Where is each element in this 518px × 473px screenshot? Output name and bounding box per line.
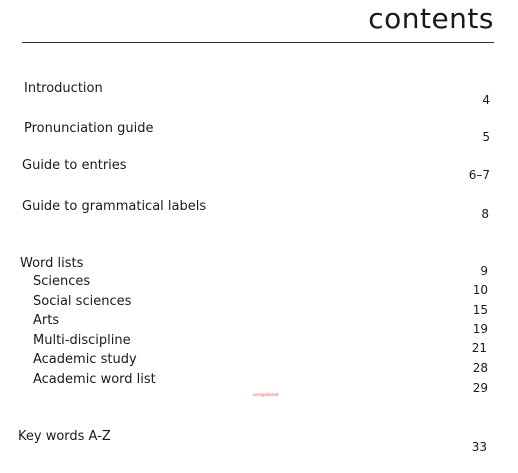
toc-page-academic-word-list: 29 [472, 381, 488, 395]
toc-page-sciences: 10 [472, 283, 488, 297]
toc-entry-arts: Arts [33, 313, 60, 328]
toc-entry-academic-study: Academic study [33, 352, 137, 367]
toc-page-guide-to-entries: 6–7 [468, 168, 490, 182]
toc-entry-multi-discipline: Multi-discipline [33, 333, 131, 348]
page-title: contents [368, 2, 494, 35]
toc-entry-guide-to-grammatical-labels: Guide to grammatical labels [22, 199, 207, 214]
toc-page-pronunciation-guide: 5 [482, 130, 490, 144]
toc-page-key-words: 33 [471, 440, 487, 454]
toc-entry-word-lists: Word lists [20, 256, 84, 271]
toc-page-multi-discipline: 21 [471, 341, 487, 355]
toc-page-arts: 19 [472, 322, 488, 336]
toc-entry-academic-word-list: Academic word list [33, 372, 156, 387]
toc-page-social-sciences: 15 [472, 303, 488, 317]
toc-entry-pronunciation-guide: Pronunciation guide [24, 121, 154, 136]
toc-entry-social-sciences: Social sciences [33, 294, 132, 309]
toc-entry-sciences: Sciences [33, 274, 91, 289]
toc-entry-introduction: Introduction [24, 81, 103, 96]
toc-page-guide-to-grammatical-labels: 8 [481, 207, 489, 221]
watermark-stamp: unregistered [253, 392, 279, 397]
title-divider [22, 42, 494, 43]
toc-entry-guide-to-entries: Guide to entries [22, 158, 127, 173]
toc-page-word-lists: 9 [480, 264, 488, 278]
toc-page-academic-study: 28 [472, 361, 488, 375]
toc-entry-key-words: Key words A-Z [18, 429, 111, 444]
toc-page-introduction: 4 [482, 93, 490, 107]
